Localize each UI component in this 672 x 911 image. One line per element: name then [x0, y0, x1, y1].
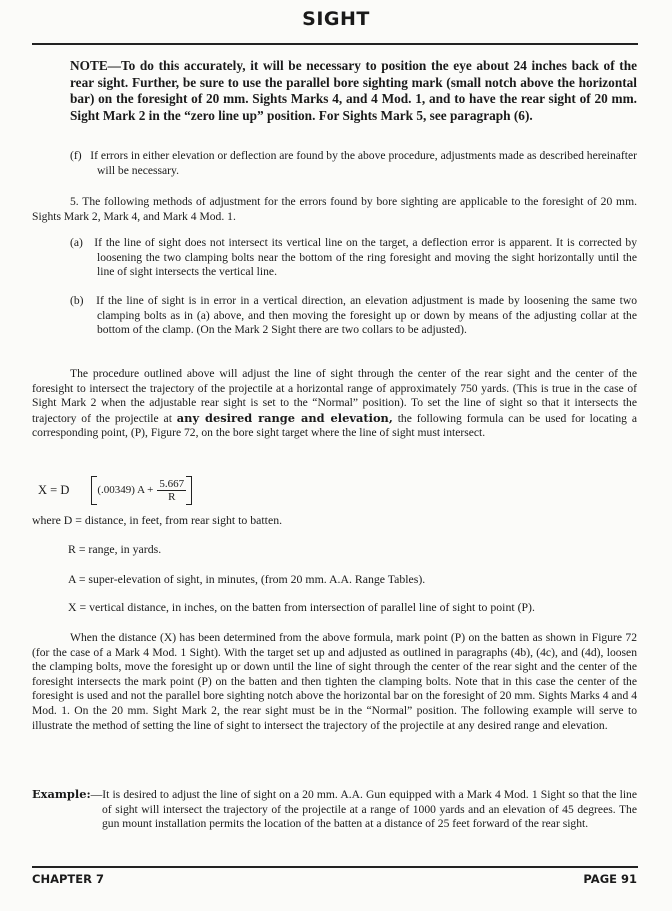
- procedure-paragraph: [32, 367, 637, 441]
- procedure-text-1: The procedure outlined above will adjust the line of sight through the center of the rear sight and the center of the foresight to intersect the trajectory of the projectile at a horizontal range of approximately 750 yards. (This is true in the case of Sight Mark 2 when the adjustable rear sight is set to the “Normal” position). To set the line of sight so that it intersects the trajectory of the projectile at: [32, 367, 637, 425]
- procedure-bold: any desired range and elevation,: [176, 410, 393, 425]
- header-rule: [32, 43, 638, 45]
- footer-page-number: PAGE 91: [583, 872, 637, 886]
- page-title: SIGHT: [302, 8, 370, 30]
- formula-bracket: [91, 476, 192, 505]
- example-label: Example:: [32, 787, 91, 801]
- formula-numerator: 5.667: [159, 477, 185, 490]
- definition-d: where D = distance, in feet, from rear sight to batten.: [32, 513, 283, 527]
- definition-r: R = range, in yards.: [68, 542, 162, 556]
- example-text: —It is desired to adjust the line of sight on a 20 mm. A.A. Gun equipped with a Mark 4 Mod. 1 Sight so that the line of sight will intersect the trajectory of the projectile at a range of 1000 yards and an elevation of 45 degrees. The gun mount installation permits the location of the batten at a distance of 25 feet forward of the rear sight.: [90, 788, 637, 831]
- procedure-text-2: the following formula can be used for locating a corresponding point, (P), Figure 72, on the bore sight target where the line of sight must intersect.: [32, 411, 637, 440]
- footer-chapter: CHAPTER 7: [32, 872, 104, 886]
- definition-a: A = super-elevation of sight, in minutes, (from 20 mm. A.A. Range Tables).: [68, 572, 426, 586]
- formula-fraction: [157, 478, 186, 503]
- definition-x: X = vertical distance, in inches, on the batten from intersection of parallel line of sight to point (P).: [68, 600, 535, 614]
- footer-rule: [32, 866, 638, 868]
- item-b: (b) If the line of sight is in error in a vertical direction, an elevation adjustment is made by loosening the same two clamping bolts as in (a) above, and then moving the foresight up or down by means of the adjusting collar at the bottom of the clamp. (On the Mark 2 Sight there are two collars to be adjusted).: [70, 294, 637, 337]
- paragraph-5: 5. The following methods of adjustment for the errors found by bore sighting are applicable to the foresight of 20 mm. Sights Mark 2, Mark 4, and Mark 4 Mod. 1.: [32, 195, 637, 223]
- formula: [38, 470, 192, 510]
- item-a: (a) If the line of sight does not intersect its vertical line on the target, a deflection error is apparent. It is corrected by loosening the two clamping bolts near the bottom of the ring foresight and moving the sight horizontally until the line of sight intersects the vertical line.: [70, 236, 637, 279]
- when-paragraph: When the distance (X) has been determined from the above formula, mark point (P) on the batten as shown in Figure 72 (for the case of a Mark 4 Mod. 1 Sight). With the target set up and adjusted as outlined in paragraphs (4b), (4c), and (4d), loosen the clamping bolts, move the foresight up or down until the line of sight through the center of the rear sight and the center of the foresight intersects the mark point (P) on the batten and then tighten the clamping bolts. Note that in this case the center of the foresight is used and not the parallel bore sighting notch above the horizontal bar on the foresight of 20 mm. Sights Marks 4 and 4 Mod. 1. On the 20 mm. Sight Mark 2, the rear sight must be in the “Normal” position. The following example will serve to illustrate the method of setting the line of sight to intersect the trajectory of the projectile at any desired range and elevation.: [32, 631, 637, 732]
- item-f: (f) If errors in either elevation or deflection are found by the above procedure, adjustments made as described hereinafter will be necessary.: [70, 149, 637, 177]
- note-paragraph: NOTE—To do this accurately, it will be necessary to position the eye about 24 inches back of the rear sight. Further, be sure to use the parallel bore sighting mark (small notch above the horizontal bar) on the foresight of 20 mm. Sights Marks 4, and 4 Mod. 1, and to have the rear sight of 20 mm. Sight Mark 2 in the “zero line up” position. For Sights Mark 5, see paragraph (6).: [70, 58, 637, 123]
- formula-denominator: R: [168, 490, 176, 503]
- example-paragraph: [32, 787, 637, 832]
- formula-lhs: X = D: [38, 482, 70, 497]
- formula-term: (.00349) A +: [97, 484, 154, 496]
